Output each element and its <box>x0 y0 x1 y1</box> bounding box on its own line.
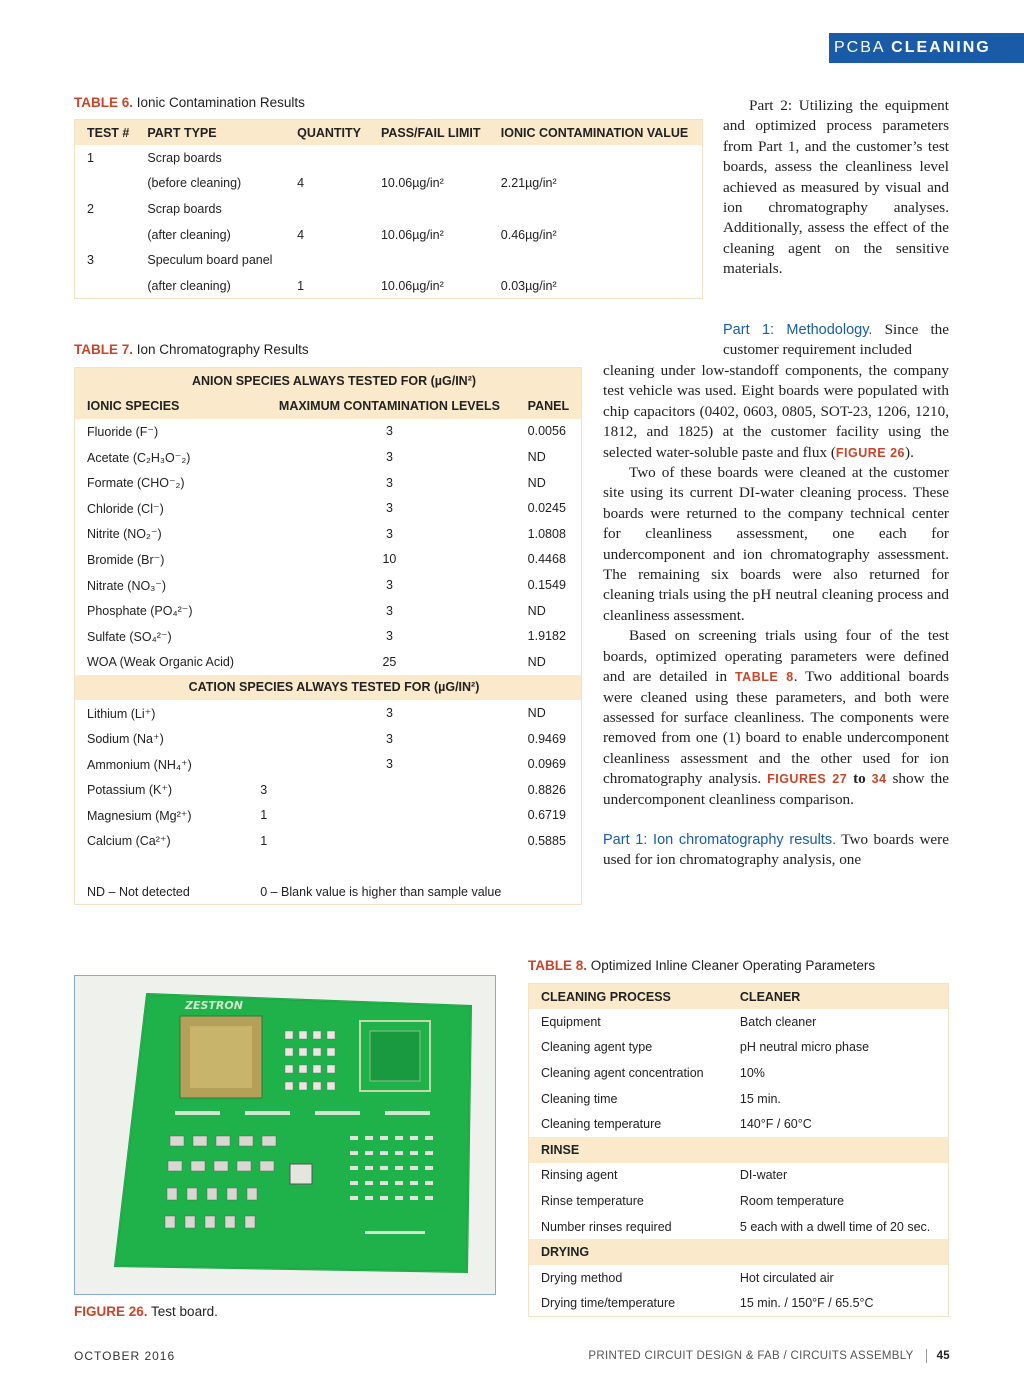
footer-publication <box>588 1349 950 1363</box>
table6-label: TABLE 6. <box>74 95 134 110</box>
footer-separator <box>926 1349 927 1363</box>
table-row <box>75 572 582 598</box>
table-row <box>75 495 582 521</box>
table-cell: Phosphate (PO₄²⁻) <box>87 604 193 619</box>
table-cell <box>75 171 136 197</box>
para3-text-b: . Two additional boards were cleaned using these parameters, and both were assessed for surface cleanliness. The components were removed from one (1) board to enable undercomponent cleanliness assessment and the other used for ion chromatography analysis. <box>603 668 949 788</box>
table-cell: 1 <box>260 808 268 823</box>
table-cell: 0.4468 <box>527 552 566 567</box>
table-cell: Acetate (C₂H₃O⁻₂) <box>87 450 191 465</box>
table-cell: ND <box>527 450 546 465</box>
part2-paragraph <box>723 96 949 280</box>
table-row <box>529 1035 949 1061</box>
table-cell: 4 <box>297 176 305 191</box>
table-cell: (after cleaning) <box>147 278 231 293</box>
table8-ref[interactable]: TABLE 8 <box>734 670 794 685</box>
table-row <box>75 196 703 222</box>
table-row <box>75 777 582 803</box>
table-cell: DI-water <box>739 1168 788 1183</box>
table-row <box>75 247 703 273</box>
table-spacer <box>75 854 582 880</box>
table-cell <box>369 196 489 222</box>
table-cell: 1 <box>260 833 268 848</box>
table-cell: 0.5885 <box>527 833 566 848</box>
table-row <box>75 222 703 248</box>
table-cell: Cleaning temperature <box>541 1117 662 1132</box>
table8-label: TABLE 8. <box>528 958 588 973</box>
table-cell: Sodium (Na⁺) <box>87 732 164 747</box>
table6-column-header: PASS/FAIL LIMIT <box>369 120 489 146</box>
table-cell: 0.6719 <box>527 808 566 823</box>
table-cell <box>489 196 703 222</box>
table-cell: 0.9469 <box>527 731 566 746</box>
table8-caption <box>528 958 875 973</box>
table-row <box>75 649 582 675</box>
table-cell: ND <box>527 654 546 669</box>
table-cell: 0.0969 <box>527 757 566 772</box>
table6-column-header: IONIC CONTAMINATION VALUE <box>489 120 703 146</box>
ion-results-text: Two boards were used for ion chromatography analysis, one <box>603 830 949 869</box>
table-cell: Scrap boards <box>147 150 222 165</box>
table8-header-row <box>529 984 949 1010</box>
note-nd: ND – Not detected <box>87 884 190 899</box>
table7 <box>74 367 582 905</box>
table-cell: 10 <box>382 552 397 567</box>
table-cell: ND <box>527 706 546 721</box>
table-cell: 10.06µg/in² <box>380 278 444 293</box>
section-heading-text: DRYING <box>529 1239 949 1265</box>
table-row <box>529 1188 949 1214</box>
table-row <box>75 521 582 547</box>
table-row <box>75 700 582 726</box>
table-cell: 0.8826 <box>527 782 566 797</box>
table6 <box>74 119 703 299</box>
methodology-text-end: ). <box>905 443 914 461</box>
table6-caption <box>74 95 305 110</box>
table8-section-heading <box>529 1239 949 1265</box>
para3-to: to <box>847 770 872 788</box>
table-row <box>75 273 703 299</box>
table-cell: Formate (CHO⁻₂) <box>87 476 185 491</box>
table-cell <box>285 196 369 222</box>
table8-section-heading <box>529 1137 949 1163</box>
table-cell: 3 <box>385 424 393 439</box>
table-cell <box>369 145 489 171</box>
table-cell: Potassium (K⁺) <box>87 783 173 798</box>
table-cell: 4 <box>297 227 305 242</box>
table-cell: Fluoride (F⁻) <box>87 424 159 439</box>
table-cell: 3 <box>385 475 393 490</box>
table7-notes <box>75 879 582 905</box>
table7-column-header: MAXIMUM CONTAMINATION LEVELS <box>251 393 515 419</box>
table7-column-header: IONIC SPECIES <box>75 393 252 419</box>
table-cell: 1.9182 <box>527 629 566 644</box>
table6-column-header: QUANTITY <box>285 120 369 146</box>
table-cell <box>285 145 369 171</box>
table-cell: 3 <box>385 757 393 772</box>
table7-body <box>75 368 582 905</box>
table-cell: 3 <box>385 731 393 746</box>
table-cell: 10.06µg/in² <box>380 176 444 191</box>
cation-heading-text: CATION SPECIES ALWAYS TESTED FOR (µG/IN²) <box>75 675 582 701</box>
table-cell: 10.06µg/in² <box>380 227 444 242</box>
cation-heading <box>75 675 582 701</box>
table-row <box>529 1163 949 1189</box>
table-cell: 3 <box>260 782 268 797</box>
table6-header-row <box>75 120 703 146</box>
methodology-lead-text: Since the customer requirement included <box>723 321 949 359</box>
table-cell: Hot circulated air <box>739 1270 834 1285</box>
table-cell: (after cleaning) <box>147 227 231 242</box>
table-cell: Cleaning time <box>541 1091 618 1106</box>
table-row <box>75 623 582 649</box>
ion-results-heading: Part 1: Ion chromatography results. <box>603 831 837 848</box>
table-cell: WOA (Weak Organic Acid) <box>87 654 235 669</box>
table-cell: 1 <box>297 278 305 293</box>
table-cell: Sulfate (SO₄²⁻) <box>87 629 172 644</box>
table-cell: Cleaning agent concentration <box>541 1066 704 1081</box>
table-cell: Magnesium (Mg²⁺) <box>87 808 192 823</box>
methodology-text <box>603 361 949 463</box>
table-row <box>529 1291 949 1317</box>
table-cell: Chloride (Cl⁻) <box>87 501 164 516</box>
table-cell: ND <box>527 475 546 490</box>
section-heading-text: RINSE <box>529 1137 949 1163</box>
table-cell: 3 <box>385 629 393 644</box>
methodology-text-rest: cleaning under low-standoff components, the company test vehicle was used. Eight boards were populated with chip capacitors (0402, 0603, 0805, SOT-23, 1206, 1210, 1812, and 1825) at the customer facility using the selected water-soluble paste and flux ( <box>603 362 949 461</box>
table8-body <box>529 984 949 1317</box>
table-cell: (before cleaning) <box>147 176 242 191</box>
table7-title: Ion Chromatography Results <box>133 342 309 357</box>
ion-results-paragraph <box>603 830 949 871</box>
table-cell: 1 <box>87 150 94 165</box>
table-row <box>75 751 582 777</box>
table-cell: ND <box>527 603 546 618</box>
footer-date: OCTOBER 2016 <box>74 1349 176 1363</box>
table-cell: Nitrate (NO₃⁻) <box>87 578 167 593</box>
table-cell: 3 <box>385 526 393 541</box>
anion-heading <box>75 368 582 394</box>
table-cell: Rinsing agent <box>541 1168 618 1183</box>
table-cell: Drying time/temperature <box>541 1296 676 1311</box>
table-cell: 140°F / 60°C <box>739 1117 812 1132</box>
table-row <box>75 598 582 624</box>
table-cell: Rinse temperature <box>541 1194 644 1209</box>
table-row <box>75 547 582 573</box>
table6-title: Ionic Contamination Results <box>133 95 305 110</box>
table-cell: Bromide (Br⁻) <box>87 552 165 567</box>
table-cell: 3 <box>87 253 94 268</box>
table-cell: 3 <box>385 578 393 593</box>
table-cell: 3 <box>385 501 393 516</box>
board-brand-text: ZESTRON <box>185 999 243 1012</box>
table7-caption <box>74 342 309 357</box>
table-cell: Ammonium (NH₄⁺) <box>87 757 192 772</box>
table-cell: Calcium (Ca²⁺) <box>87 834 171 849</box>
table-row <box>75 419 582 445</box>
section-header <box>829 33 1024 63</box>
methodology-body <box>603 361 949 871</box>
table8-title: Optimized Inline Cleaner Operating Parameters <box>587 958 876 973</box>
section-header-prefix: PCBA <box>834 39 892 56</box>
table-row <box>529 1060 949 1086</box>
figure26-caption <box>74 1304 218 1319</box>
part2-text: Part 2: Utilizing the equipment and optimized process parameters from Part 1, and the customer’s test boards, assess the cleanliness level achieved as measured by visual and ion chromatography analyses. Additionally, assess the effect of the cleaning agent on the sensitive materials. <box>723 97 949 278</box>
table6-column-header: TEST # <box>75 120 136 146</box>
table7-column-header: PANEL <box>516 393 582 419</box>
page-number: 45 <box>936 1350 950 1363</box>
figure26-label: FIGURE 26. <box>74 1304 148 1319</box>
table-cell: 0.03µg/in² <box>500 278 557 293</box>
table-cell: Room temperature <box>739 1194 845 1209</box>
table8-column-header: CLEANING PROCESS <box>529 984 728 1010</box>
table-cell: 0.0245 <box>527 501 566 516</box>
methodology-heading: Part 1: Methodology. <box>723 322 873 338</box>
table-cell: 25 <box>382 654 397 669</box>
table-cell <box>489 247 703 273</box>
table-cell: 0.0056 <box>527 424 566 439</box>
table-cell <box>75 222 136 248</box>
note-blank: 0 – Blank value is higher than sample value <box>260 884 502 899</box>
table-cell: 3 <box>385 603 393 618</box>
table8 <box>528 983 949 1317</box>
figure26-caption-text: Test board. <box>147 1304 218 1319</box>
table-cell: Lithium (Li⁺) <box>87 706 156 721</box>
table-row <box>529 1086 949 1112</box>
table-row <box>529 1111 949 1137</box>
table-cell: Equipment <box>541 1014 601 1029</box>
table-row <box>75 828 582 854</box>
figure26-ref[interactable]: FIGURE 26 <box>835 445 906 460</box>
table-cell: Nitrite (NO₂⁻) <box>87 527 162 542</box>
methodology-lead <box>723 320 949 361</box>
para3-text-a: Based on screening trials using four of the test boards, optimized operating parameters were defined and are detailed in <box>603 627 949 686</box>
table-cell: 15 min. / 150°F / 65.5°C <box>739 1296 874 1311</box>
table-cell <box>369 247 489 273</box>
table-cell: 0.46µg/in² <box>500 227 557 242</box>
table-row <box>75 726 582 752</box>
spacer-cell <box>75 854 582 880</box>
table-row <box>75 171 703 197</box>
table-row <box>529 1265 949 1291</box>
table-cell <box>489 145 703 171</box>
section-header-strong: CLEANING <box>891 39 991 56</box>
table-cell: 3 <box>385 450 393 465</box>
table-cell <box>285 247 369 273</box>
table-row <box>75 470 582 496</box>
test-board-image <box>75 976 495 1294</box>
table-cell: 3 <box>385 706 393 721</box>
table-cell: 2.21µg/in² <box>500 176 557 191</box>
table-row <box>75 145 703 171</box>
table-row <box>529 1214 949 1240</box>
para3-text-c: show the undercomponent cleanliness comparison. <box>603 770 949 808</box>
figures27-ref[interactable]: FIGURES 27 <box>767 772 848 787</box>
table6-column-header: PART TYPE <box>135 120 285 146</box>
table-row <box>75 444 582 470</box>
table-cell: Batch cleaner <box>739 1014 817 1029</box>
table-row <box>529 1009 949 1035</box>
figure26-photo <box>74 975 496 1295</box>
table-cell: Scrap boards <box>147 202 222 217</box>
table-cell: Cleaning agent type <box>541 1040 653 1055</box>
table-cell: 10% <box>739 1066 765 1081</box>
table-cell: Speculum board panel <box>147 253 273 268</box>
table7-header-row <box>75 393 582 419</box>
footer-publication-name: PRINTED CIRCUIT DESIGN & FAB / CIRCUITS ASSEMBLY <box>588 1350 914 1363</box>
table-cell: Number rinses required <box>541 1219 672 1234</box>
table7-label: TABLE 7. <box>74 342 134 357</box>
table-cell <box>75 273 136 299</box>
table-cell: 15 min. <box>739 1091 781 1106</box>
table-cell: pH neutral micro phase <box>739 1040 870 1055</box>
table-cell: 0.1549 <box>527 578 566 593</box>
anion-heading-text: ANION SPECIES ALWAYS TESTED FOR (µG/IN²) <box>75 368 582 394</box>
table-cell: 1.0808 <box>527 526 566 541</box>
table-cell: 5 each with a dwell time of 20 sec. <box>739 1219 931 1234</box>
para3 <box>603 626 949 810</box>
table8-column-header: CLEANER <box>728 984 949 1010</box>
table-row <box>75 803 582 829</box>
table6-body <box>75 145 703 299</box>
para2: Two of these boards were cleaned at the customer site using its current DI-water cleaning process. These boards were returned to the company technical center for cleanliness assessment, one each for undercomponent and ion chromatography assessment. The remaining six boards were also returned for cleaning trials using the pH neutral cleaning process and cleanliness assessment. <box>603 464 949 624</box>
table-cell: 2 <box>87 202 94 217</box>
table-cell: Drying method <box>541 1270 623 1285</box>
figures34-ref[interactable]: 34 <box>871 772 887 787</box>
